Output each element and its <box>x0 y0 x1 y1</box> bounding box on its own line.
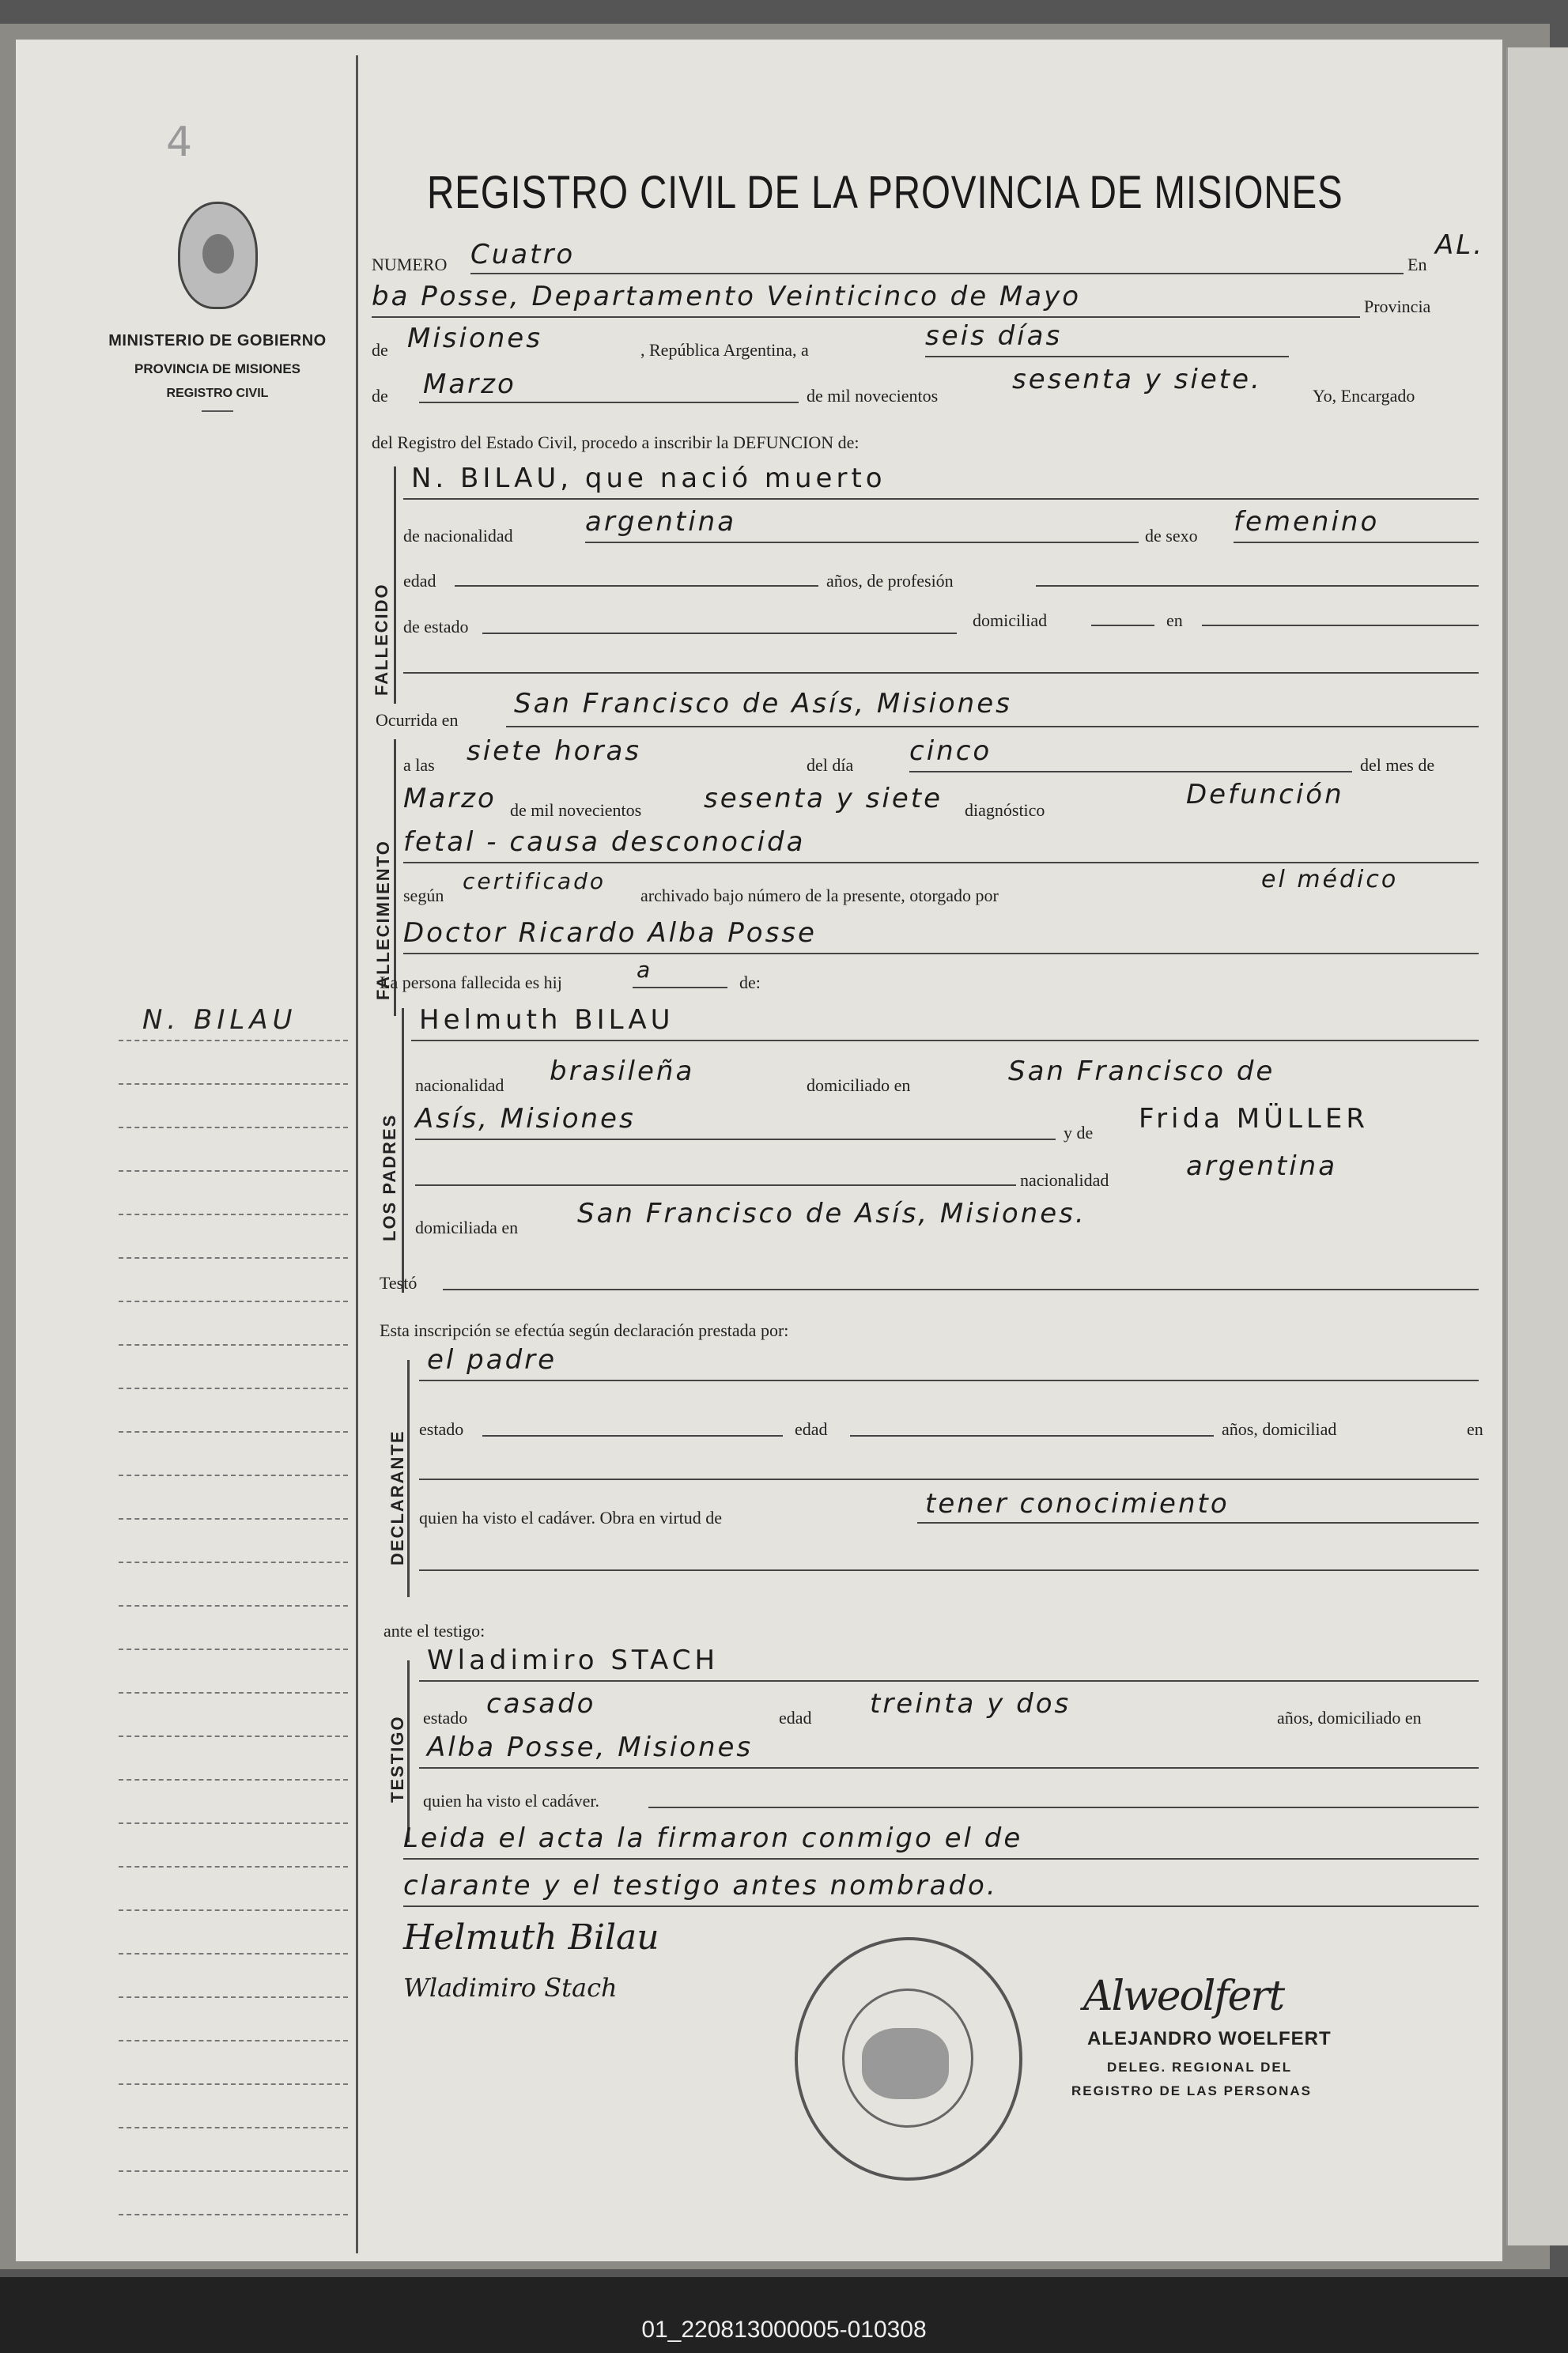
diagnostico-label: diagnóstico <box>965 800 1045 820</box>
declarante-estado-label: estado <box>419 1419 464 1439</box>
nacionalidad-label: de nacionalidad <box>403 526 513 546</box>
field-line <box>419 1569 1479 1571</box>
closing-line-1: Leida el acta la firmaron conmigo el de <box>403 1822 1023 1854</box>
ministry-line-2: PROVINCIA DE MISIONES <box>134 361 300 376</box>
de-label: de <box>372 340 388 360</box>
madre-nacionalidad-label: nacionalidad <box>1020 1170 1109 1190</box>
nacionalidad-value: argentina <box>585 506 737 538</box>
national-emblem-icon <box>178 202 258 309</box>
margin-line <box>119 1779 348 1781</box>
horas-value: siete horas <box>467 735 642 767</box>
virtud-value: tener conocimiento <box>925 1488 1230 1520</box>
ministry-block <box>87 332 348 412</box>
fallecido-section-label: FALLECIDO <box>372 583 391 696</box>
margin-line <box>119 1822 348 1824</box>
diagnostico-value-2: fetal - causa desconocida <box>403 826 806 858</box>
declarante-section-label: DECLARANTE <box>387 1430 407 1566</box>
dia-value: cinco <box>909 735 992 767</box>
mes-label: del mes de <box>1360 755 1435 775</box>
official-signature: Alweolfert <box>1083 1973 1284 2020</box>
declarante-edad-label: edad <box>795 1419 828 1439</box>
madre-nacionalidad: argentina <box>1186 1150 1338 1182</box>
medico-value: Doctor Ricardo Alba Posse <box>403 917 817 949</box>
segun-label: según <box>403 886 444 905</box>
field-line <box>419 1767 1479 1769</box>
sexo-value: femenino <box>1234 506 1380 538</box>
field-line <box>415 1139 1056 1140</box>
field-line <box>1036 585 1479 587</box>
margin-line <box>119 1170 348 1172</box>
testigo-intro: ante el testigo: <box>383 1621 486 1641</box>
field-line <box>403 1905 1479 1907</box>
official-title-1: DELEG. REGIONAL DEL <box>1107 2060 1293 2075</box>
field-line <box>925 356 1289 357</box>
segun-value: certificado <box>463 868 606 894</box>
ministry-divider <box>202 410 233 412</box>
ministry-line-1: MINISTERIO DE GOBIERNO <box>108 332 327 349</box>
registro-text: del Registro del Estado Civil, procedo a inscribir la DEFUNCION de: <box>372 432 860 452</box>
otorgado-value: el médico <box>1261 866 1399 893</box>
fallecimiento-section-label: FALLECIMIENTO <box>373 840 393 1000</box>
republica-label: , República Argentina, a <box>640 340 809 360</box>
anio-label: de mil novecientos <box>807 386 939 406</box>
margin-line <box>119 1909 348 1911</box>
margin-line <box>119 1692 348 1694</box>
de-label-2: de <box>372 386 388 406</box>
field-line <box>403 1858 1479 1860</box>
margin-line <box>119 1866 348 1868</box>
testo-label: Testó <box>380 1273 418 1293</box>
ocurrida-value: San Francisco de Asís, Misiones <box>514 688 1012 719</box>
field-line <box>411 1040 1479 1041</box>
declarante-anios-label: años, domiciliad <box>1222 1419 1337 1439</box>
sexo-label: de sexo <box>1145 526 1198 546</box>
hija-text: La persona fallecida es hij <box>380 973 562 992</box>
margin-line <box>119 1431 348 1433</box>
margin-line <box>119 1214 348 1215</box>
field-line <box>506 726 1479 727</box>
page-number: 4 <box>166 119 193 166</box>
field-line <box>403 862 1479 863</box>
place-value: ba Posse, Departamento Veinticinco de Mayo <box>372 281 1082 312</box>
margin-line <box>119 2083 348 2085</box>
testigo-section-label: TESTIGO <box>387 1715 407 1803</box>
field-line <box>633 987 727 988</box>
margin-line <box>119 1083 348 1085</box>
padre-nacionalidad-label: nacionalidad <box>415 1075 504 1095</box>
margin-line <box>119 1388 348 1389</box>
field-line <box>403 498 1479 500</box>
field-line <box>419 1479 1479 1480</box>
official-title-2: REGISTRO DE LAS PERSONAS <box>1071 2083 1312 2098</box>
margin-line <box>119 1996 348 1998</box>
margin-line <box>119 1257 348 1259</box>
field-line <box>1234 542 1479 543</box>
field-line <box>1091 625 1154 626</box>
field-line <box>917 1522 1479 1524</box>
fallecimiento-anio-label: de mil novecientos <box>510 800 642 820</box>
ministry-line-3: REGISTRO CIVIL <box>166 387 269 400</box>
testigo-estado-label: estado <box>423 1708 468 1728</box>
padre-domicilio-2: Asís, Misiones <box>415 1103 636 1135</box>
padre-nombre: Helmuth BILAU <box>419 1004 674 1036</box>
signature-father: Helmuth Bilau <box>403 1917 659 1958</box>
closing-line-2: clarante y el testigo antes nombrado. <box>403 1870 998 1902</box>
field-line <box>1202 625 1479 626</box>
field-line <box>585 542 1139 543</box>
testigo-anios-label: años, domiciliado en <box>1277 1708 1422 1728</box>
padre-domicilio: San Francisco de <box>1008 1056 1275 1087</box>
fallecimiento-anio-value: sesenta y siete <box>704 783 943 814</box>
anios-label: años, de profesión <box>826 571 954 591</box>
en-label: En <box>1407 255 1427 274</box>
estado-label: de estado <box>403 617 469 636</box>
testigo-nombre: Wladimiro STACH <box>427 1645 720 1676</box>
margin-line <box>119 1040 348 1041</box>
provincia-value: Misiones <box>407 323 542 354</box>
margin-line <box>119 1301 348 1302</box>
field-line <box>909 771 1352 772</box>
field-line <box>470 273 1404 274</box>
margin-line <box>119 1127 348 1128</box>
stamp-emblem-icon <box>862 2028 949 2099</box>
declarante-en-label: en <box>1467 1419 1483 1439</box>
field-line <box>482 1435 783 1437</box>
margin-line <box>119 1649 348 1650</box>
field-line <box>648 1807 1479 1808</box>
margin-line <box>119 2040 348 2041</box>
fallecimiento-mes-value: Marzo <box>403 783 497 814</box>
margin-name: N. BILAU <box>142 1004 297 1036</box>
margin-line <box>119 2214 348 2215</box>
field-line <box>403 672 1479 674</box>
signature-witness: Wladimiro Stach <box>403 1973 618 2003</box>
domicilio-label: domiciliad <box>973 610 1048 630</box>
margin-line <box>119 1562 348 1563</box>
margin-line <box>119 2170 348 2172</box>
field-line <box>443 1289 1479 1290</box>
margin-rule <box>356 55 358 2253</box>
padre-nacionalidad: brasileña <box>550 1056 695 1087</box>
testigo-visto-label: quien ha visto el cadáver. <box>423 1791 599 1811</box>
field-line <box>372 316 1360 318</box>
anio-value: sesenta y siete. <box>1012 364 1262 395</box>
domicilio-en-label: en <box>1166 610 1183 630</box>
margin-line <box>119 1475 348 1476</box>
adjacent-page-edge <box>1506 47 1568 2245</box>
register-page <box>16 40 1502 2261</box>
testigo-edad-label: edad <box>779 1708 812 1728</box>
official-name: ALEJANDRO WOELFERT <box>1087 2028 1332 2049</box>
declaracion-text: Esta inscripción se efectúa según declaración prestada por: <box>380 1320 789 1340</box>
field-line <box>455 585 818 587</box>
field-line <box>850 1435 1214 1437</box>
madre-domicilio: San Francisco de Asís, Misiones. <box>577 1198 1086 1229</box>
ocurrida-label: Ocurrida en <box>376 710 459 730</box>
margin-line <box>119 2127 348 2128</box>
field-line <box>419 402 799 403</box>
dia-label: del día <box>807 755 854 775</box>
section-bracket <box>402 1008 404 1293</box>
margin-line <box>119 1735 348 1737</box>
margin-line <box>119 1605 348 1607</box>
field-line <box>415 1184 1016 1186</box>
padres-de-label: de: <box>739 973 761 992</box>
testigo-edad-value: treinta y dos <box>870 1688 1071 1720</box>
alas-label: a las <box>403 755 435 775</box>
mes-value: Marzo <box>423 368 516 400</box>
field-line <box>403 953 1479 954</box>
numero-value: Cuatro <box>470 239 576 270</box>
margin-line <box>119 1953 348 1955</box>
visto-label: quien ha visto el cadáver. Obra en virtud de <box>419 1508 723 1528</box>
footer-id: 01_220813000005-010308 <box>641 2317 927 2343</box>
margin-line <box>119 1518 348 1520</box>
domiciliado-label: domiciliado en <box>807 1075 911 1095</box>
provincia-label: Provincia <box>1364 296 1431 316</box>
margin-line <box>119 1344 348 1346</box>
field-line <box>482 633 957 634</box>
archivado-label: archivado bajo número de la presente, otorgado por <box>640 886 999 905</box>
domiciliada-label: domiciliada en <box>415 1218 519 1237</box>
yo-label: Yo, Encargado <box>1313 386 1415 406</box>
field-line <box>419 1680 1479 1682</box>
yde-label: y de <box>1064 1123 1094 1143</box>
fallecido-nombre: N. BILAU, que nació muerto <box>411 463 886 494</box>
page-title: REGISTRO CIVIL DE LA PROVINCIA DE MISIONES <box>427 167 1343 218</box>
section-bracket <box>394 466 396 704</box>
diagnostico-value: Defunción <box>1186 779 1344 810</box>
hija-value: a <box>637 957 653 983</box>
testigo-domicilio: Alba Posse, Misiones <box>427 1732 754 1763</box>
testigo-estado-value: casado <box>486 1688 596 1720</box>
padres-section-label: LOS PADRES <box>380 1113 399 1241</box>
en-value: AL. <box>1435 229 1485 261</box>
madre-nombre: Frida MÜLLER <box>1139 1103 1369 1135</box>
numero-label: NUMERO <box>372 255 448 274</box>
field-line <box>419 1380 1479 1381</box>
dias-value: seis días <box>925 320 1063 352</box>
declarante-nombre: el padre <box>427 1344 557 1376</box>
edad-label: edad <box>403 571 436 591</box>
